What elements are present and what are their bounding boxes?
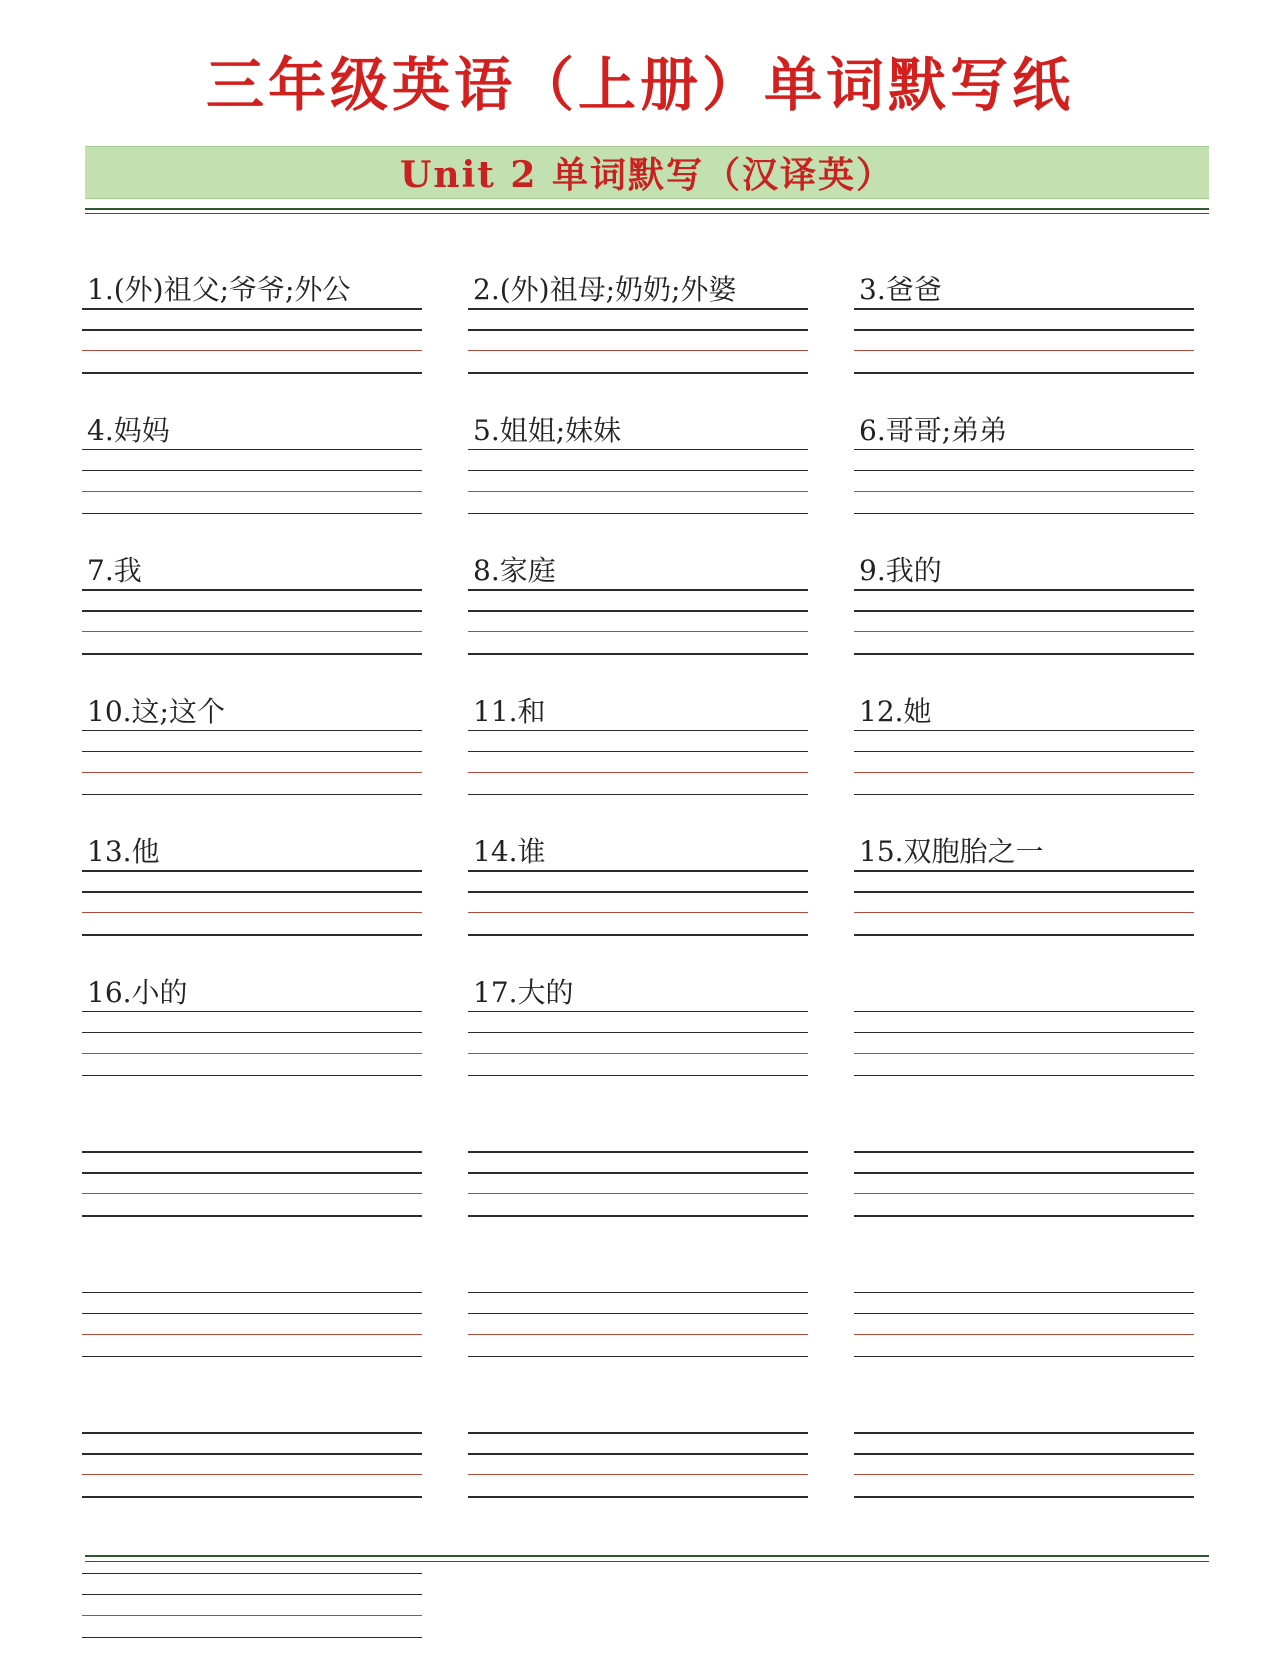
word-prompt: 2.(外)祖母;奶奶;外婆 [473, 273, 737, 306]
writing-line[interactable] [468, 610, 808, 612]
word-cell [468, 393, 808, 535]
page-title: 三年级英语（上册）单词默写纸 [205, 51, 1074, 119]
word-cell [82, 533, 422, 675]
writing-line[interactable] [82, 730, 422, 732]
writing-line[interactable] [854, 1496, 1194, 1498]
writing-midline-red[interactable] [468, 1193, 808, 1194]
writing-line[interactable] [468, 891, 808, 893]
writing-line[interactable] [854, 1151, 1194, 1153]
writing-midline-red[interactable] [854, 912, 1194, 913]
writing-line[interactable] [854, 372, 1194, 374]
word-cell [854, 1095, 1194, 1237]
writing-line[interactable] [82, 610, 422, 612]
word-cell [82, 393, 422, 535]
writing-line[interactable] [854, 1172, 1194, 1174]
writing-line[interactable] [82, 308, 422, 310]
writing-line[interactable] [82, 870, 422, 872]
writing-line[interactable] [854, 1011, 1194, 1013]
word-prompt: 14.谁 [473, 835, 546, 868]
writing-midline-red[interactable] [82, 631, 422, 632]
writing-line[interactable] [82, 934, 422, 936]
writing-line[interactable] [82, 1573, 422, 1575]
writing-line[interactable] [468, 470, 808, 472]
writing-line[interactable] [468, 449, 808, 451]
writing-midline-red[interactable] [854, 491, 1194, 492]
writing-midline-red[interactable] [854, 1193, 1194, 1194]
writing-line[interactable] [468, 934, 808, 936]
writing-line[interactable] [468, 751, 808, 753]
writing-line[interactable] [854, 1356, 1194, 1358]
writing-line[interactable] [468, 589, 808, 591]
writing-line[interactable] [468, 1292, 808, 1294]
writing-line[interactable] [82, 653, 422, 655]
writing-line[interactable] [82, 329, 422, 331]
word-prompt: 5.姐姐;妹妹 [473, 413, 622, 447]
writing-line[interactable] [82, 891, 422, 893]
writing-midline-red[interactable] [854, 1474, 1194, 1475]
unit-banner [85, 146, 1209, 199]
word-prompt: 3.爸爸 [859, 273, 942, 306]
top-divider-thin [85, 213, 1209, 214]
writing-line[interactable] [82, 1032, 422, 1034]
word-prompt: 10.这;这个 [87, 694, 225, 728]
writing-line[interactable] [82, 1075, 422, 1077]
writing-line[interactable] [468, 513, 808, 515]
word-cell [468, 1376, 808, 1518]
word-prompt: 11.和 [473, 694, 546, 728]
writing-line[interactable] [854, 1032, 1194, 1034]
writing-line[interactable] [468, 653, 808, 655]
word-prompt: 7.我 [87, 554, 142, 587]
writing-midline-red[interactable] [854, 772, 1194, 773]
writing-line[interactable] [468, 329, 808, 331]
unit-banner-text: Unit 2 单词默写（汉译英） [400, 154, 894, 196]
writing-line[interactable] [82, 1594, 422, 1596]
writing-line[interactable] [468, 730, 808, 732]
writing-line[interactable] [82, 1356, 422, 1358]
writing-midline-red[interactable] [82, 491, 422, 492]
word-prompt: 4.妈妈 [87, 413, 170, 447]
word-prompt: 8.家庭 [473, 554, 556, 587]
writing-line[interactable] [82, 1432, 422, 1434]
writing-line[interactable] [468, 1011, 808, 1013]
writing-line[interactable] [468, 1496, 808, 1498]
writing-line[interactable] [854, 1215, 1194, 1217]
word-prompt: 13.他 [87, 835, 160, 868]
writing-line[interactable] [854, 891, 1194, 893]
writing-midline-red[interactable] [82, 1053, 422, 1054]
writing-line[interactable] [468, 1032, 808, 1034]
writing-midline-red[interactable] [82, 1193, 422, 1194]
writing-line[interactable] [82, 470, 422, 472]
writing-line[interactable] [854, 449, 1194, 451]
writing-line[interactable] [854, 1292, 1194, 1294]
word-cell [854, 674, 1194, 816]
writing-line[interactable] [468, 308, 808, 310]
writing-line[interactable] [82, 1496, 422, 1498]
writing-line[interactable] [854, 1432, 1194, 1434]
writing-midline-red[interactable] [82, 350, 422, 351]
writing-line[interactable] [82, 751, 422, 753]
writing-line[interactable] [468, 794, 808, 796]
writing-line[interactable] [468, 1172, 808, 1174]
writing-midline-red[interactable] [854, 631, 1194, 632]
word-cell [468, 955, 808, 1097]
word-cell [82, 1376, 422, 1518]
writing-midline-red[interactable] [468, 350, 808, 351]
writing-line[interactable] [854, 934, 1194, 936]
writing-midline-red[interactable] [82, 912, 422, 913]
writing-line[interactable] [468, 1313, 808, 1315]
writing-midline-red[interactable] [82, 1474, 422, 1475]
writing-line[interactable] [854, 653, 1194, 655]
writing-midline-red[interactable] [468, 1334, 808, 1335]
writing-line[interactable] [854, 1313, 1194, 1315]
writing-line[interactable] [854, 751, 1194, 753]
word-prompt: 1.(外)祖父;爷爷;外公 [87, 273, 351, 306]
writing-line[interactable] [854, 470, 1194, 472]
word-cell [854, 814, 1194, 956]
writing-line[interactable] [468, 372, 808, 374]
word-cell [82, 955, 422, 1097]
word-prompt: 9.我的 [859, 554, 942, 587]
writing-line[interactable] [468, 870, 808, 872]
writing-line[interactable] [468, 1356, 808, 1358]
word-cell [468, 674, 808, 816]
writing-midline-red[interactable] [468, 1474, 808, 1475]
word-cell [854, 393, 1194, 535]
word-prompt: 16.小的 [87, 975, 188, 1009]
word-cell [82, 674, 422, 816]
writing-midline-red[interactable] [468, 772, 808, 773]
word-cell [82, 1517, 422, 1659]
word-prompt: 15.双胞胎之一 [859, 835, 1044, 868]
writing-line[interactable] [854, 794, 1194, 796]
writing-midline-red[interactable] [468, 631, 808, 632]
writing-line[interactable] [82, 1151, 422, 1153]
writing-line[interactable] [854, 1075, 1194, 1077]
writing-line[interactable] [468, 1075, 808, 1077]
word-cell [468, 533, 808, 675]
word-cell [82, 1236, 422, 1378]
writing-line[interactable] [854, 610, 1194, 612]
writing-line[interactable] [82, 1215, 422, 1217]
word-cell [854, 1236, 1194, 1378]
word-cell [82, 252, 422, 394]
writing-line[interactable] [468, 1432, 808, 1434]
writing-line[interactable] [82, 1292, 422, 1294]
word-cell [468, 252, 808, 394]
writing-line[interactable] [82, 513, 422, 515]
word-cell [854, 955, 1194, 1097]
writing-line[interactable] [854, 329, 1194, 331]
writing-line[interactable] [854, 870, 1194, 872]
bottom-divider-thin [85, 1561, 1209, 1562]
word-cell [468, 1236, 808, 1378]
writing-line[interactable] [854, 1453, 1194, 1455]
writing-line[interactable] [468, 1453, 808, 1455]
writing-line[interactable] [854, 308, 1194, 310]
writing-midline-red[interactable] [854, 350, 1194, 351]
word-cell [82, 814, 422, 956]
bottom-divider [85, 1555, 1209, 1557]
writing-midline-red[interactable] [82, 1615, 422, 1616]
writing-line[interactable] [82, 372, 422, 374]
word-cell [468, 814, 808, 956]
writing-line[interactable] [82, 1172, 422, 1174]
word-prompt: 6.哥哥;弟弟 [859, 413, 1008, 447]
writing-line[interactable] [854, 513, 1194, 515]
writing-midline-red[interactable] [468, 1053, 808, 1054]
writing-midline-red[interactable] [82, 1334, 422, 1335]
writing-line[interactable] [468, 1215, 808, 1217]
writing-midline-red[interactable] [854, 1053, 1194, 1054]
writing-midline-red[interactable] [468, 491, 808, 492]
writing-midline-red[interactable] [854, 1334, 1194, 1335]
writing-line[interactable] [82, 1011, 422, 1013]
writing-midline-red[interactable] [468, 912, 808, 913]
top-divider [85, 208, 1209, 210]
word-prompt: 17.大的 [473, 975, 574, 1009]
writing-line[interactable] [468, 1151, 808, 1153]
word-cell [468, 1095, 808, 1237]
writing-line[interactable] [82, 794, 422, 796]
writing-line[interactable] [82, 1637, 422, 1639]
writing-line[interactable] [854, 730, 1194, 732]
writing-line[interactable] [82, 589, 422, 591]
writing-line[interactable] [854, 589, 1194, 591]
word-cell [82, 1095, 422, 1237]
word-prompt: 12.她 [859, 694, 932, 728]
word-cell [854, 252, 1194, 394]
writing-midline-red[interactable] [82, 772, 422, 773]
writing-line[interactable] [82, 449, 422, 451]
word-cell [854, 1376, 1194, 1518]
writing-line[interactable] [82, 1313, 422, 1315]
writing-line[interactable] [82, 1453, 422, 1455]
word-cell [854, 533, 1194, 675]
